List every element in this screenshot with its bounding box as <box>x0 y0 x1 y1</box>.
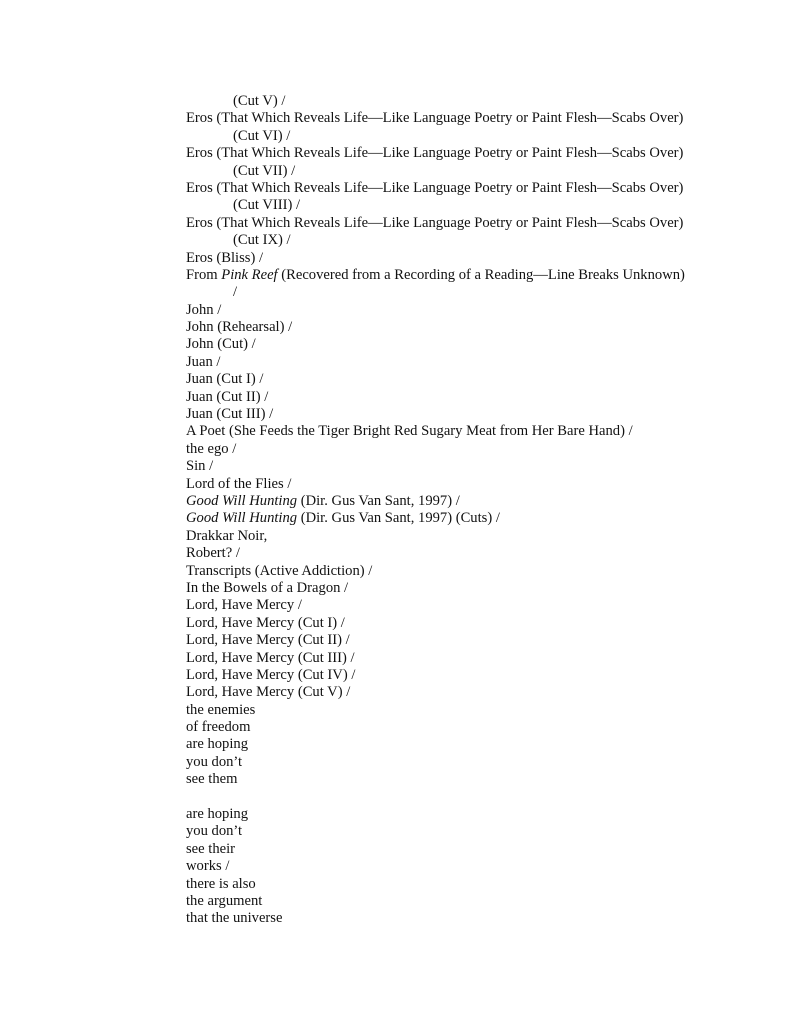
text-line: Transcripts (Active Addiction) / <box>186 562 373 579</box>
text-line <box>186 267 746 284</box>
line-text-pre: From <box>186 266 222 283</box>
text-line: are hoping <box>186 736 249 753</box>
text-line: Eros (That Which Reveals Life—Like Language Poetry or Paint Flesh—Scabs Over) <box>186 145 684 162</box>
stanza-break <box>186 789 746 806</box>
text-line: of freedom <box>186 719 251 736</box>
text-line: John (Rehearsal) / <box>186 319 293 336</box>
text-line: (Cut VIII) / <box>233 197 301 214</box>
line-text-post: (Recovered from a Recording of a Reading—Line Breaks Unknown) <box>277 266 685 283</box>
text-line: Juan (Cut II) / <box>186 388 269 405</box>
text-line: Sin / <box>186 458 214 475</box>
text-line: Eros (That Which Reveals Life—Like Language Poetry or Paint Flesh—Scabs Over) <box>186 179 684 196</box>
text-line: A Poet (She Feeds the Tiger Bright Red Sugary Meat from Her Bare Hand) / <box>186 423 633 440</box>
text-line: the enemies <box>186 701 256 718</box>
text-line: Lord, Have Mercy / <box>186 597 302 614</box>
text-line: there is also <box>186 875 256 892</box>
line-text-post: (Dir. Gus Van Sant, 1997) (Cuts) / <box>297 510 500 527</box>
text-line: Juan (Cut I) / <box>186 371 264 388</box>
text-line: the ego / <box>186 440 237 457</box>
text-line: Eros (That Which Reveals Life—Like Language Poetry or Paint Flesh—Scabs Over) <box>186 214 684 231</box>
text-line: Eros (Bliss) / <box>186 249 264 266</box>
text-line: Juan (Cut III) / <box>186 406 274 423</box>
text-line: Lord, Have Mercy (Cut V) / <box>186 684 351 701</box>
text-line: see them <box>186 771 238 788</box>
text-line: (Cut V) / <box>233 93 286 109</box>
text-line: are hoping <box>186 806 249 823</box>
text-line: you don’t <box>186 823 243 840</box>
text-line: Juan / <box>186 353 221 370</box>
text-line <box>186 510 746 527</box>
italic-title: Good Will Hunting <box>186 510 298 527</box>
text-line: Drakkar Noir, <box>186 527 268 544</box>
text-line: that the universe <box>186 910 283 927</box>
text-line: Lord, Have Mercy (Cut IV) / <box>186 666 356 683</box>
text-line: Lord, Have Mercy (Cut II) / <box>186 632 350 649</box>
text-line: (Cut IX) / <box>233 232 291 249</box>
text-line: Lord, Have Mercy (Cut III) / <box>186 649 355 666</box>
text-line: see their <box>186 840 236 857</box>
italic-title: Good Will Hunting <box>186 492 298 509</box>
text-line: the argument <box>186 892 263 909</box>
text-line: (Cut VII) / <box>233 162 296 179</box>
text-line: works / <box>186 858 230 875</box>
text-line: you don’t <box>186 753 243 770</box>
text-line <box>186 493 746 510</box>
poem-text-block <box>186 93 746 928</box>
text-line: Robert? / <box>186 545 240 562</box>
text-line: Lord of the Flies / <box>186 475 292 492</box>
text-line: Lord, Have Mercy (Cut I) / <box>186 614 345 631</box>
text-line: In the Bowels of a Dragon / <box>186 579 349 596</box>
text-line: John (Cut) / <box>186 336 256 353</box>
text-line: Eros (That Which Reveals Life—Like Language Poetry or Paint Flesh—Scabs Over) <box>186 110 684 127</box>
text-line: / <box>233 284 238 301</box>
italic-title: Pink Reef <box>221 266 278 283</box>
line-text-post: (Dir. Gus Van Sant, 1997) / <box>297 492 460 509</box>
text-line: (Cut VI) / <box>233 127 291 144</box>
text-line: John / <box>186 301 222 318</box>
